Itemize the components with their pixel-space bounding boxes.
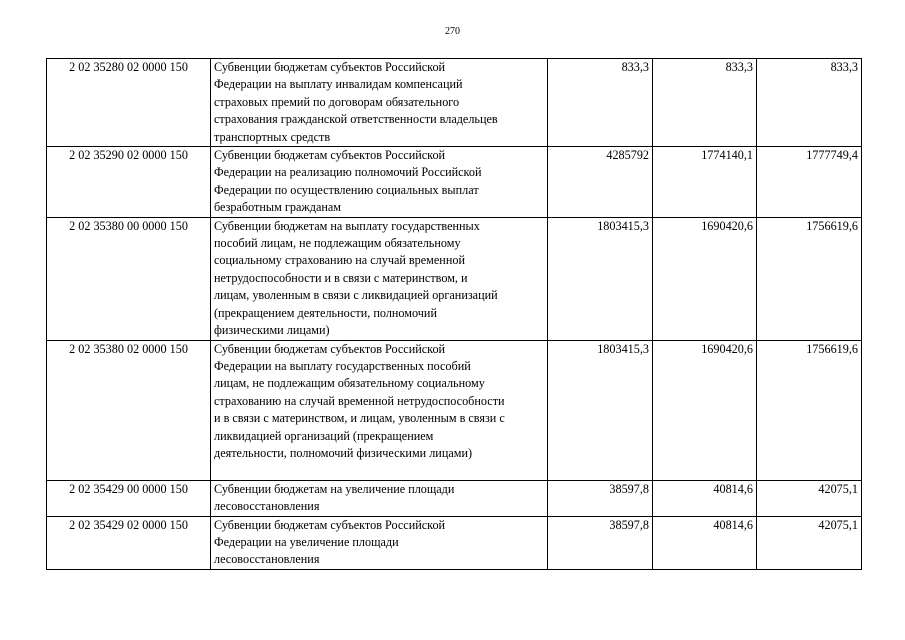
- amount-cell-year-1: 38597,8: [548, 480, 653, 516]
- description-line: Субвенции бюджетам на увеличение площади: [214, 481, 455, 496]
- amount-cell-year-1: 4285792: [548, 147, 653, 218]
- amount-cell-year-3: 42075,1: [757, 516, 862, 569]
- description-line: Федерации по осуществлению социальных выплат: [214, 182, 479, 197]
- amount-cell-year-2: 833,3: [653, 59, 757, 147]
- description-line: и в связи с материнством, и лицам, уволенным в связи с: [214, 411, 505, 426]
- amount-cell-year-2: 1774140,1: [653, 147, 757, 218]
- description-line: лесовосстановления: [214, 499, 320, 514]
- amount-cell-year-3: 833,3: [757, 59, 862, 147]
- table-row: [47, 147, 862, 218]
- description-line: нетрудоспособности и в связи с материнством, и: [214, 270, 468, 285]
- description-cell: [211, 217, 548, 340]
- description-line: Федерации на выплату инвалидам компенсаций: [214, 77, 463, 92]
- description-cell: [211, 59, 548, 147]
- description-line: безработным гражданам: [214, 200, 342, 215]
- table-row: [47, 516, 862, 569]
- amount-cell-year-1: 38597,8: [548, 516, 653, 569]
- budget-code-cell: 2 02 35280 02 0000 150: [47, 59, 211, 147]
- description-line: ликвидацией организаций (прекращением: [214, 428, 434, 443]
- description-line: транспортных средств: [214, 129, 331, 144]
- description-line: Федерации на реализацию полномочий Российской: [214, 165, 482, 180]
- amount-cell-year-2: 40814,6: [653, 516, 757, 569]
- description-line: деятельности, полномочий физическими лицами): [214, 445, 473, 460]
- description-line: лесовосстановления: [214, 552, 320, 567]
- description-line: Федерации на увеличение площади: [214, 534, 399, 549]
- page-number: 270: [445, 26, 460, 37]
- description-line: физическими лицами): [214, 323, 330, 338]
- table-row: [47, 480, 862, 516]
- table-row: [47, 217, 862, 340]
- description-cell: [211, 340, 548, 480]
- description-line: Субвенции бюджетам субъектов Российской: [214, 60, 446, 74]
- budget-code-cell: 2 02 35380 00 0000 150: [47, 217, 211, 340]
- description-line: Субвенции бюджетам на выплату государственных: [214, 218, 480, 233]
- amount-cell-year-3: 1777749,4: [757, 147, 862, 218]
- description-line: Федерации на выплату государственных пособий: [214, 358, 471, 373]
- description-line: Субвенции бюджетам субъектов Российской: [214, 341, 446, 356]
- description-line: пособий лицам, не подлежащим обязательному: [214, 236, 461, 251]
- budget-code-cell: 2 02 35429 02 0000 150: [47, 516, 211, 569]
- amount-cell-year-3: 42075,1: [757, 480, 862, 516]
- amount-cell-year-2: 40814,6: [653, 480, 757, 516]
- budget-table: [46, 58, 862, 570]
- table-row: [47, 340, 862, 480]
- description-line: Субвенции бюджетам субъектов Российской: [214, 148, 446, 163]
- budget-code-cell: 2 02 35290 02 0000 150: [47, 147, 211, 218]
- budget-code-cell: 2 02 35380 02 0000 150: [47, 340, 211, 480]
- description-line: [214, 462, 544, 479]
- amount-cell-year-1: 1803415,3: [548, 217, 653, 340]
- description-cell: [211, 147, 548, 218]
- description-line: страховых премий по договорам обязательного: [214, 94, 460, 109]
- table-body: [47, 59, 862, 570]
- description-line: (прекращением деятельности, полномочий: [214, 305, 437, 320]
- description-cell: [211, 516, 548, 569]
- amount-cell-year-2: 1690420,6: [653, 340, 757, 480]
- amount-cell-year-1: 1803415,3: [548, 340, 653, 480]
- amount-cell-year-3: 1756619,6: [757, 217, 862, 340]
- table-row: [47, 59, 862, 147]
- description-cell: [211, 480, 548, 516]
- amount-cell-year-1: 833,3: [548, 59, 653, 147]
- description-line: социальному страхованию на случай временной: [214, 253, 465, 268]
- amount-cell-year-3: 1756619,6: [757, 340, 862, 480]
- amount-cell-year-2: 1690420,6: [653, 217, 757, 340]
- description-line: лицам, уволенным в связи с ликвидацией организаций: [214, 288, 498, 303]
- description-line: страхования гражданской ответственности владельцев: [214, 112, 498, 127]
- description-line: лицам, не подлежащим обязательному социальному: [214, 376, 485, 391]
- description-line: Субвенции бюджетам субъектов Российской: [214, 517, 446, 532]
- description-line: страхованию на случай временной нетрудоспособности: [214, 393, 505, 408]
- budget-code-cell: 2 02 35429 00 0000 150: [47, 480, 211, 516]
